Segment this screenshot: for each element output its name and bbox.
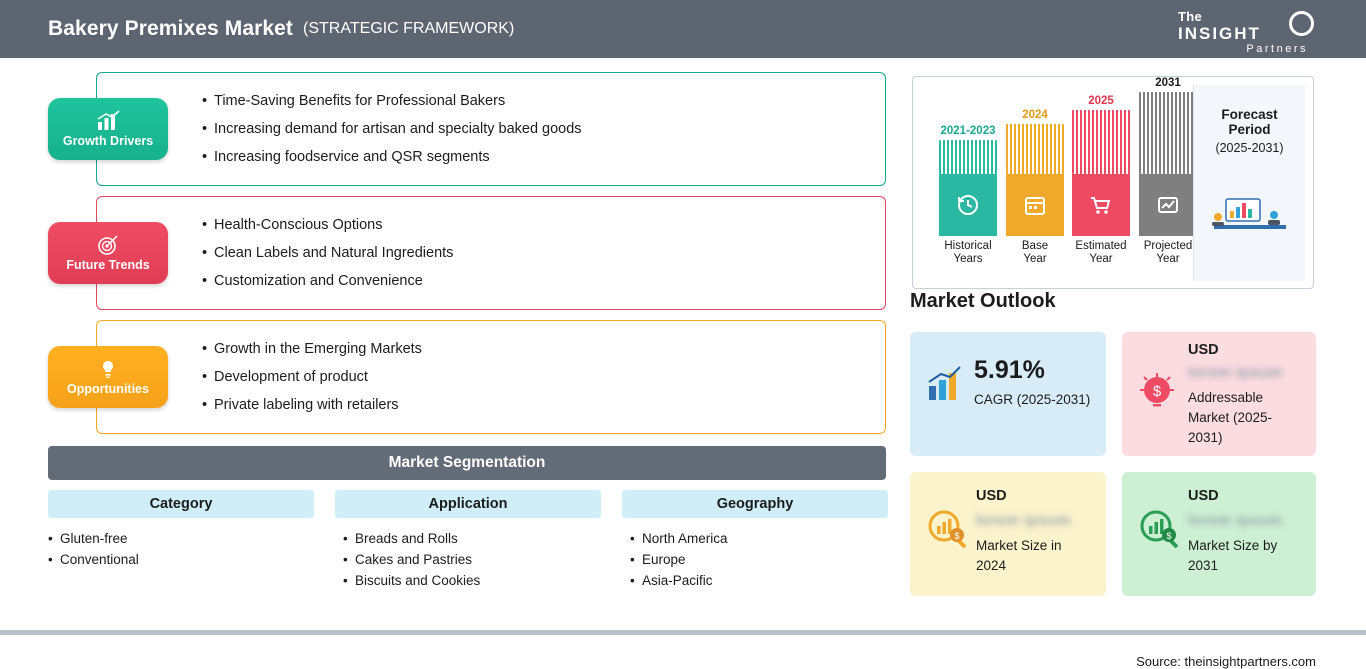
cagr-label: CAGR (2025-2031) bbox=[974, 392, 1091, 407]
forecast-period-title: Forecast bbox=[1221, 107, 1278, 122]
list-item: • Asia-Pacific bbox=[630, 570, 888, 591]
card-cagr bbox=[910, 332, 1106, 456]
history-clock-icon bbox=[939, 174, 997, 236]
forecast-period-range: (2025-2031) bbox=[1215, 141, 1284, 155]
list-item: • Private labeling with retailers bbox=[202, 391, 885, 419]
chart-image-icon bbox=[1139, 174, 1197, 236]
column-list bbox=[343, 528, 601, 591]
forecast-period-title2: Period bbox=[1228, 122, 1271, 137]
card-label: Market Size in 2024 bbox=[976, 538, 1062, 573]
list-item: • Increasing foodservice and QSR segments bbox=[202, 143, 885, 171]
card-market-size-2031 bbox=[1122, 472, 1316, 596]
svg-text:$: $ bbox=[1152, 383, 1162, 400]
segmentation-column-geography bbox=[622, 490, 888, 591]
growth-drivers-list bbox=[97, 73, 885, 171]
card-masked-value: lorem ipsum bbox=[1188, 364, 1283, 381]
market-outlook-title: Market Outlook bbox=[910, 290, 1056, 312]
forecast-bar-estimated bbox=[1072, 95, 1130, 266]
analytics-team-icon bbox=[1204, 189, 1296, 246]
bar-chart-icon bbox=[924, 364, 964, 409]
list-item: • Health-Conscious Options bbox=[202, 211, 885, 239]
list-item: • North America bbox=[630, 528, 888, 549]
forecast-period-box bbox=[1193, 85, 1305, 281]
logo-line-3: Partners bbox=[1246, 43, 1308, 55]
card-unit: USD bbox=[1188, 342, 1219, 358]
footer-divider bbox=[0, 630, 1366, 635]
bar-stripe bbox=[1139, 92, 1197, 174]
card-label: Market Size by 2031 bbox=[1188, 538, 1278, 573]
cagr-value: 5.91% bbox=[974, 356, 1045, 384]
opportunities-panel bbox=[96, 320, 886, 434]
logo-ring-icon bbox=[1289, 11, 1314, 36]
page-header bbox=[0, 0, 1366, 58]
card-unit: USD bbox=[1188, 488, 1219, 504]
segmentation-column-application bbox=[335, 490, 601, 591]
forecast-panel bbox=[912, 76, 1314, 289]
list-item: • Customization and Convenience bbox=[202, 267, 885, 295]
bar-stripe bbox=[1072, 110, 1130, 174]
opportunities-badge bbox=[48, 346, 168, 408]
bar-year: 2024 bbox=[1022, 109, 1048, 121]
column-header: Application bbox=[335, 490, 601, 518]
list-item: • Gluten-free bbox=[48, 528, 314, 549]
list-item: • Europe bbox=[630, 549, 888, 570]
opportunities-list bbox=[97, 321, 885, 419]
magnifier-chart-icon bbox=[1136, 506, 1182, 557]
list-item: • Time-Saving Benefits for Professional Bakers bbox=[202, 87, 885, 115]
bar-label: Estimated Year bbox=[1075, 240, 1127, 265]
list-item: • Increasing demand for artisan and specialty baked goods bbox=[202, 115, 885, 143]
card-market-size-2024 bbox=[910, 472, 1106, 596]
card-unit: USD bbox=[976, 488, 1007, 504]
svg-text:$: $ bbox=[1166, 531, 1172, 541]
magnifier-dollar-icon bbox=[924, 506, 970, 557]
bar-year: 2025 bbox=[1088, 95, 1114, 107]
lightbulb-dollar-icon bbox=[1136, 370, 1178, 419]
bar-label: Projected Year bbox=[1143, 240, 1193, 265]
segmentation-column-category bbox=[48, 490, 314, 570]
future-trends-list bbox=[97, 197, 885, 295]
list-item: • Growth in the Emerging Markets bbox=[202, 335, 885, 363]
bar-year: 2021-2023 bbox=[940, 125, 996, 137]
page-title: Bakery Premixes Market bbox=[48, 17, 294, 40]
list-item: • Development of product bbox=[202, 363, 885, 391]
column-header: Geography bbox=[622, 490, 888, 518]
shopping-cart-icon bbox=[1072, 174, 1130, 236]
market-segmentation-title: Market Segmentation bbox=[48, 446, 886, 480]
bar-label: Historical Years bbox=[944, 240, 992, 265]
card-addressable-market bbox=[1122, 332, 1316, 456]
column-list bbox=[48, 528, 314, 570]
logo-line-1: The bbox=[1178, 9, 1203, 24]
future-trends-badge bbox=[48, 222, 168, 284]
card-label: Addressable Market (2025- 2031) bbox=[1188, 390, 1273, 445]
bar-label: Base Year bbox=[1021, 240, 1049, 265]
list-item: • Cakes and Pastries bbox=[343, 549, 601, 570]
page-subtitle: (STRATEGIC FRAMEWORK) bbox=[303, 20, 515, 37]
column-list bbox=[630, 528, 888, 591]
badge-label: Future Trends bbox=[66, 258, 150, 272]
card-masked-value: lorem ipsum bbox=[976, 512, 1071, 529]
bar-stripe bbox=[1006, 124, 1064, 174]
badge-label: Opportunities bbox=[67, 382, 149, 396]
future-trends-panel bbox=[96, 196, 886, 310]
forecast-bar-historical bbox=[939, 125, 997, 266]
forecast-bar-base bbox=[1006, 109, 1064, 266]
bar-year: 2031 bbox=[1155, 77, 1181, 89]
list-item: • Breads and Rolls bbox=[343, 528, 601, 549]
bar-chart-up-icon bbox=[95, 110, 121, 132]
list-item: • Biscuits and Cookies bbox=[343, 570, 601, 591]
insight-partners-logo bbox=[1178, 9, 1308, 55]
svg-text:$: $ bbox=[954, 531, 960, 541]
growth-drivers-panel bbox=[96, 72, 886, 186]
card-masked-value: lorem ipsum bbox=[1188, 512, 1283, 529]
bar-stripe bbox=[939, 140, 997, 174]
column-header: Category bbox=[48, 490, 314, 518]
list-item: • Conventional bbox=[48, 549, 314, 570]
badge-label: Growth Drivers bbox=[62, 134, 154, 148]
logo-line-2: INSIGHT bbox=[1178, 24, 1261, 43]
calendar-icon bbox=[1006, 174, 1064, 236]
growth-drivers-badge bbox=[48, 98, 168, 160]
list-item: • Clean Labels and Natural Ingredients bbox=[202, 239, 885, 267]
page-content bbox=[0, 58, 1366, 669]
forecast-bar-projected bbox=[1139, 77, 1197, 266]
source-text: Source: theinsightpartners.com bbox=[1136, 654, 1316, 669]
target-icon bbox=[96, 234, 120, 256]
lightbulb-icon bbox=[97, 358, 119, 380]
